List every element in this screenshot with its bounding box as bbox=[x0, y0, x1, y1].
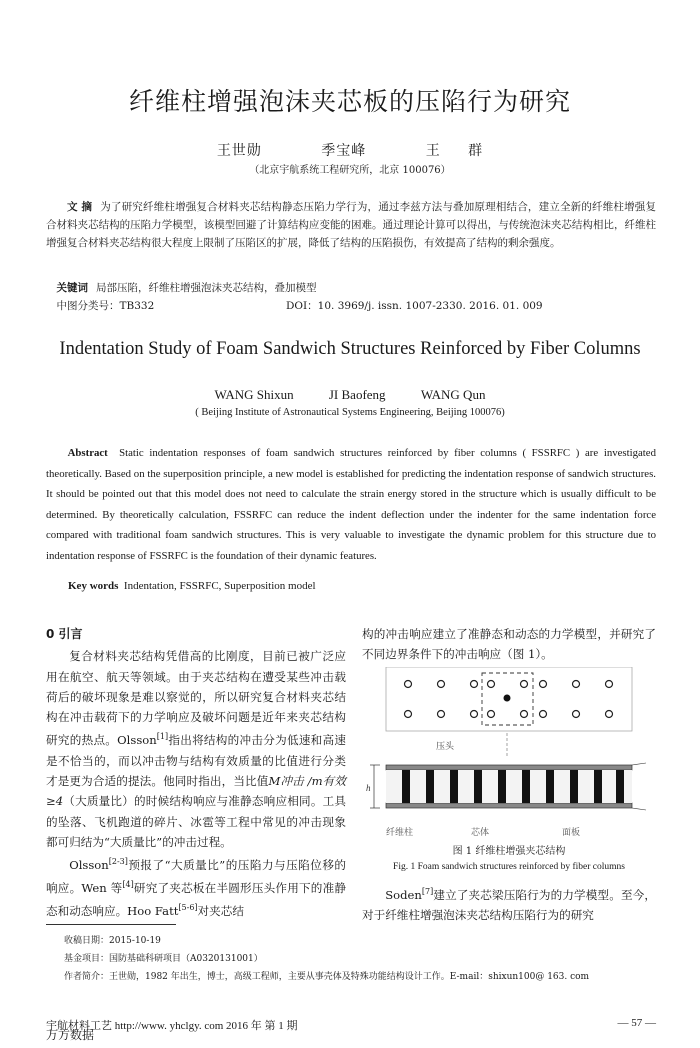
figure-1 bbox=[366, 667, 652, 842]
page-number: — 57 — bbox=[617, 1017, 656, 1029]
ratio-expression: M冲击 /m有效 ≥4 bbox=[46, 773, 346, 809]
author-cn-1: 王世勋 bbox=[216, 143, 262, 159]
author-en-1: WANG Shixun bbox=[214, 387, 294, 402]
keywords-en-label: Key words bbox=[68, 580, 119, 592]
label-indenter: 压头 bbox=[436, 742, 455, 752]
figure-caption-cn: 图 1 纤维柱增强夹芯结构 bbox=[452, 846, 566, 857]
author-cn-2: 季宝峰 bbox=[321, 143, 367, 159]
top-view bbox=[386, 667, 632, 731]
section-view bbox=[366, 763, 646, 810]
body-left-column bbox=[46, 624, 346, 922]
abstract-en bbox=[46, 443, 656, 566]
footnote-rule bbox=[46, 924, 176, 925]
body-right-column-bottom: Soden[7]建立了夹芯梁压陷行为的力学模型。至今，对于纤维柱增强泡沫夹芯结构压陷行为的研究 bbox=[362, 887, 656, 923]
doi: DOI：10. 3969/j. issn. 1007-2330. 2016. 01. 009 bbox=[286, 300, 543, 312]
title-cn: 纤维柱增强泡沫夹芯板的压陷行为研究 bbox=[128, 87, 571, 116]
intro-paragraph-2: Olsson[2-3]预报了“大质量比”的压陷力与压陷位移的响应。Wen 等[4]研究了夹芯板在半圆形压头作用下的准静态和动态响应。Hoo Fatt[5-6]对夹芯结 bbox=[46, 857, 346, 919]
authors-en bbox=[0, 387, 700, 403]
affiliation-en: ( Beijing Institute of Astronautical Systems Engineering, Beijing 100076) bbox=[195, 407, 505, 418]
author-en-3: WANG Qun bbox=[420, 387, 486, 402]
section-heading: 0 引言 bbox=[46, 627, 83, 641]
label-core: 芯体 bbox=[471, 828, 490, 838]
label-face: 面板 bbox=[562, 828, 581, 838]
body-right-column-top: 构的冲击响应建立了准静态和动态的力学模型，并研究了不同边界条件下的冲击响应（图 1）。 bbox=[362, 627, 656, 662]
clc-number: 中图分类号：TB332 bbox=[56, 300, 155, 312]
footnote-received: 收稿日期：2015-10-19 bbox=[64, 936, 161, 946]
clc-doi-row bbox=[46, 297, 656, 315]
ref-1: [1] bbox=[156, 732, 169, 742]
ref-2-3: [2-3] bbox=[108, 857, 128, 867]
abstract-cn-label: 文 摘 bbox=[67, 201, 93, 213]
footnote-author: 作者简介：王世勋，1982 年出生，博士，高级工程师，主要从事壳体及特殊功能结构设计工作。E-mail：shixun100@ 163. com bbox=[64, 972, 590, 982]
page-footer bbox=[46, 1017, 656, 1033]
keywords-en-text: Indentation, FSSRFC, Superposition model bbox=[123, 580, 316, 592]
abstract-cn bbox=[46, 198, 656, 252]
journal-footer: 宇航材料工艺 http://www. yhclgy. com 2016 年 第 1 期 bbox=[46, 1020, 298, 1032]
abstract-en-label: Abstract bbox=[67, 447, 108, 459]
figure-caption-en: Fig. 1 Foam sandwich structures reinforced by fiber columns bbox=[393, 862, 625, 872]
footnote-fund: 基金项目：国防基础科研项目（A0320131001） bbox=[64, 954, 263, 964]
authors-cn bbox=[0, 140, 700, 160]
abstract-en-text: Static indentation responses of foam sandwich structures reinforced by fiber columns ( FSSRFC ) are investigated theoretically. Based on the superposition principle, a new model is established for predicting the indentation response of sandwich structures. It should be pointed out that this model does not need to calculate the strain energy stored in the structure which is usually difficult to be determined. By theoretically calculation, FSSRFC can reduce the indent deflection under the indenter for the same indentation force compared with traditional foam sandwich structures. This is very valuable to investigate the dynamic problem for this structure due to indentation response of FSSRFC is the foundation of their dynamic features. bbox=[46, 447, 656, 562]
author-en-2: JI Baofeng bbox=[328, 387, 386, 402]
label-fiber: 纤维柱 bbox=[386, 828, 414, 838]
watermark: 万方数据 bbox=[46, 1028, 95, 1042]
keywords-cn-text: 局部压陷，纤维柱增强泡沫夹芯结构，叠加模型 bbox=[96, 282, 317, 294]
keywords-cn-label: 关键词 bbox=[56, 282, 88, 294]
ref-4: [4] bbox=[122, 880, 134, 890]
abstract-cn-text: 为了研究纤维柱增强复合材料夹芯结构静态压陷力学行为，通过李兹方法与叠加原理相结合，建立全新的纤维柱增强复合材料夹芯结构的压陷力学模型，该模型回避了计算结构应变能的困难。通过理论计算可以得出，与传统泡沫夹芯结构相比，纤维柱增强复合材料夹芯结构很大程度上限制了压陷区的扩展，降低了结构的压陷损伤，有效提高了结构的剩余强度。 bbox=[46, 201, 657, 249]
keywords-en bbox=[68, 580, 316, 592]
affiliation-cn: （北京宇航系统工程研究所，北京 100076） bbox=[249, 165, 451, 176]
ref-7: [7] bbox=[421, 887, 434, 896]
label-h: h bbox=[366, 783, 371, 793]
author-cn-3: 王 群 bbox=[425, 143, 484, 159]
ref-5-6: [5-6] bbox=[178, 903, 198, 913]
title-en: Indentation Study of Foam Sandwich Structures Reinforced by Fiber Columns bbox=[59, 339, 641, 359]
keywords-cn bbox=[46, 279, 656, 297]
intro-paragraph-1: 复合材料夹芯结构凭借高的比刚度，目前已被广泛应用在航空、航天等领域。由于夹芯结构在遭受某些冲击载荷后的破坏现象是难以察觉的，所以研究复合材料夹芯结构在冲击载荷下的力学响应及破坏问题是近年来夹芯结构研究的热点。Olsson[1]指出将结构的冲击分为低速和高速是不恰当的，而以冲击物与结构有效质量的比值进行分类才是更为合适的提法。他同时指出，当比值M冲击 /m有效 ≥4（大质量比）的时候结构响应与准静态响应相同。工具的坠落、飞机跑道的碎片、冰雹等工程中常见的冲击现象都可归结为“大质量比”的冲击过程。 bbox=[46, 649, 346, 849]
